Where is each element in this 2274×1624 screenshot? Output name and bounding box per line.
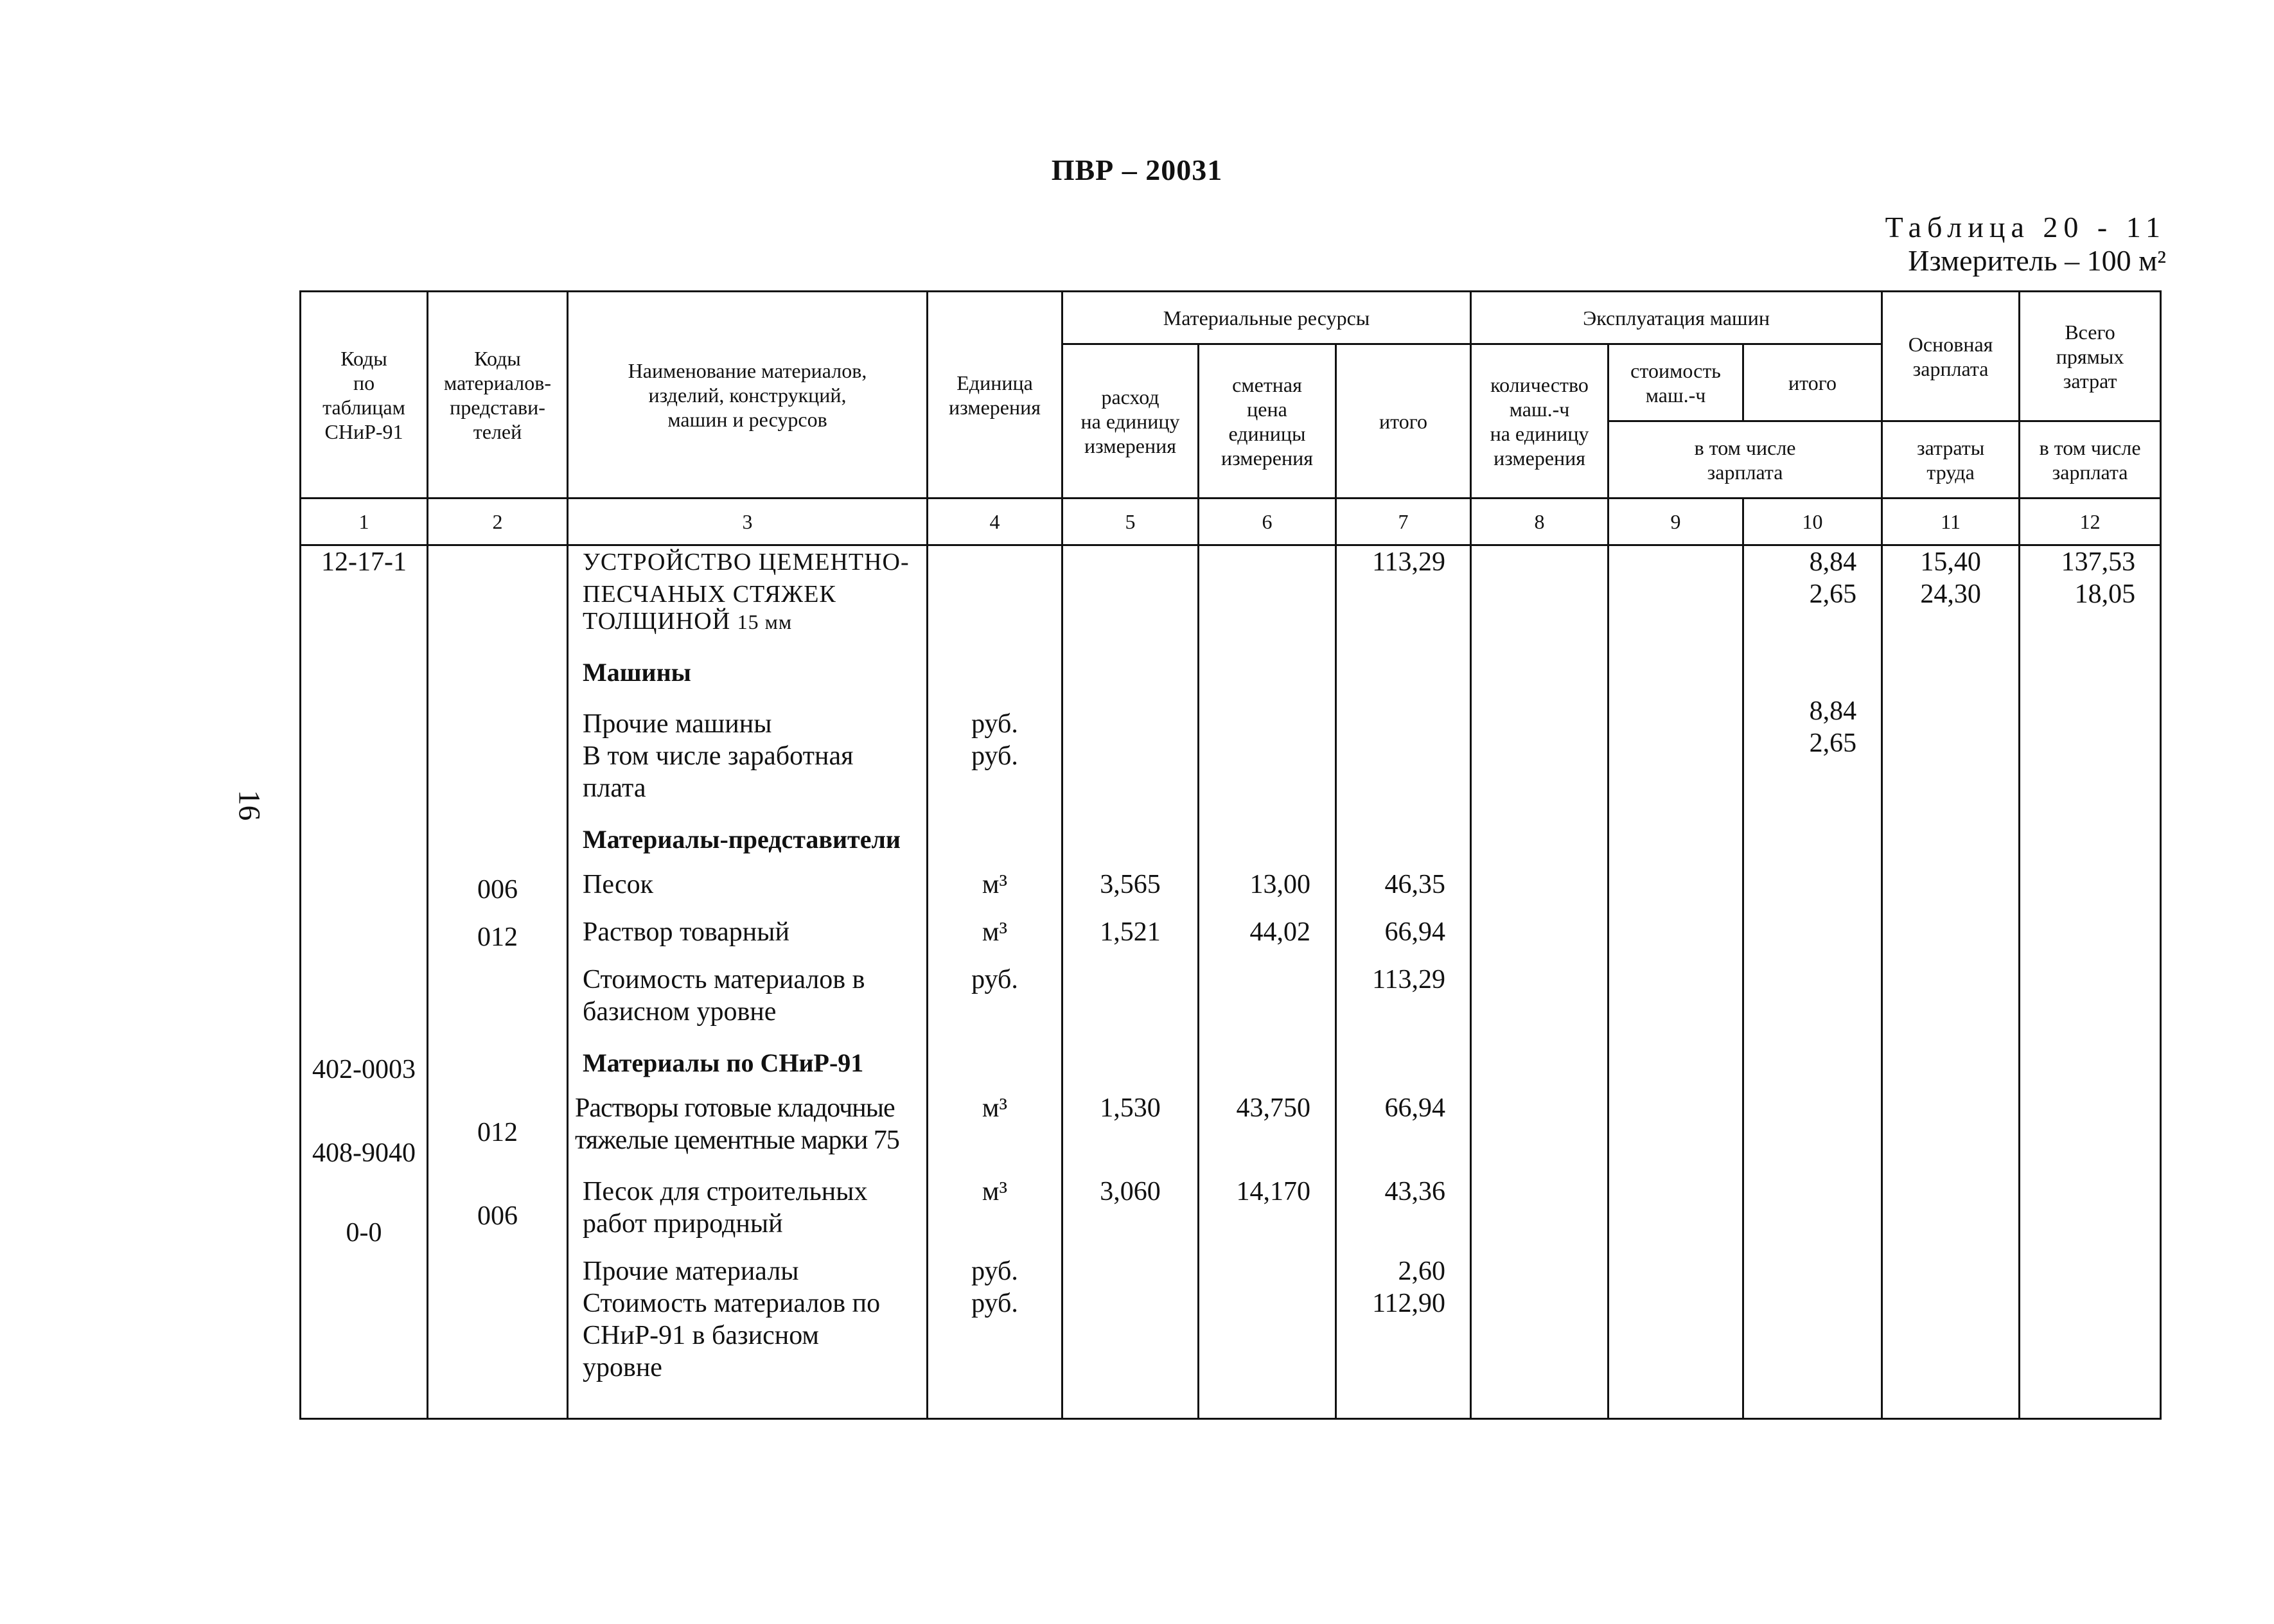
header-col9: стоимость маш.-ч: [1609, 344, 1743, 421]
final-name: уровне: [583, 1353, 662, 1382]
total: 66,94: [1384, 1093, 1446, 1123]
column-number: 1: [301, 499, 428, 545]
header-col8: количество маш.-ч на единицу измерения: [1471, 344, 1609, 499]
table-caption-number: Таблица 20 - 11: [1885, 211, 2166, 243]
machine-total: 8,84: [1809, 696, 1857, 726]
code-0-0: 0-0: [346, 1218, 382, 1248]
header-col10: итого: [1743, 344, 1882, 421]
machine-wage: 2,65: [1809, 728, 1857, 758]
snir-name: Песок для строительных: [583, 1177, 868, 1206]
section-snir: Материалы по СНиР-91: [583, 1048, 864, 1077]
snir-name: Растворы готовые кладочные: [575, 1093, 895, 1123]
header-col4: Единица измерения: [928, 292, 1062, 499]
snir-code: 006: [477, 1201, 518, 1231]
body-col-qty: [1062, 545, 1199, 1419]
body-col-labor: [1882, 545, 2020, 1419]
base-wage: 15,40: [1920, 547, 1981, 577]
code-402-0003: 402-0003: [312, 1055, 416, 1084]
unit: м³: [982, 870, 1008, 899]
header-group-materials: Материальные ресурсы: [1062, 292, 1471, 344]
body-col-total: [1336, 545, 1471, 1419]
machine-total: 8,84: [1809, 547, 1857, 577]
code-12-17-1: 12-17-1: [321, 547, 407, 577]
body-col-machine-qty: [1471, 545, 1609, 1419]
resource-table: [299, 290, 2162, 1420]
total: 112,90: [1372, 1289, 1446, 1318]
column-number: 4: [928, 499, 1062, 545]
work-title: ПЕСЧАНЫХ СТЯЖЕК: [583, 581, 836, 608]
table-body-row: [301, 545, 2161, 1419]
header-col12-sub: в том числе зарплата: [2020, 421, 2161, 499]
column-number: 11: [1882, 499, 2020, 545]
snir-code: 012: [477, 1118, 518, 1147]
column-number: 6: [1199, 499, 1336, 545]
body-col-code2: [428, 545, 568, 1419]
body-col-names: [568, 545, 928, 1419]
rep-name: Песок: [583, 870, 654, 899]
code-408-9040: 408-9040: [312, 1138, 416, 1168]
price: 43,750: [1236, 1093, 1310, 1123]
header-col11-top: Основная зарплата: [1882, 292, 2020, 421]
machines-name: В том числе заработная: [583, 741, 854, 771]
body-col-direct: [2020, 545, 2161, 1419]
column-number: 7: [1336, 499, 1471, 545]
total: 2,60: [1398, 1257, 1446, 1286]
unit: руб.: [971, 1257, 1018, 1286]
header-col7: итого: [1336, 344, 1471, 499]
section-reps: Материалы-представители: [583, 825, 901, 854]
qty: 3,060: [1100, 1177, 1161, 1206]
qty: 1,521: [1100, 917, 1161, 947]
table-caption: [1885, 211, 2166, 278]
work-title: УСТРОЙСТВО ЦЕМЕНТНО-: [583, 549, 910, 576]
final-name: СНиР-91 в базисном: [583, 1321, 819, 1350]
header-col12-top: Всего прямых затрат: [2020, 292, 2161, 421]
unit: м³: [982, 1177, 1008, 1206]
total: 43,36: [1384, 1177, 1446, 1206]
section-machines: Машины: [583, 658, 691, 687]
column-number: 9: [1609, 499, 1743, 545]
body-col-code1: [301, 545, 428, 1419]
header-col11-sub: затраты труда: [1882, 421, 2020, 499]
rep-name: Раствор товарный: [583, 917, 789, 947]
header-col1: Коды по таблицам СНиР-91: [301, 292, 428, 499]
document-title: ПВР – 20031: [1051, 154, 1223, 186]
total: 66,94: [1384, 917, 1446, 947]
body-col-price: [1199, 545, 1336, 1419]
direct-wage: 18,05: [2074, 579, 2136, 609]
unit: м³: [982, 1093, 1008, 1123]
unit: руб.: [971, 1289, 1018, 1318]
column-number: 3: [568, 499, 928, 545]
snir-name: работ природный: [583, 1209, 783, 1239]
page-number: 16: [232, 790, 267, 821]
unit: руб.: [971, 741, 1018, 771]
rep-code: 012: [477, 922, 518, 952]
qty: 1,530: [1100, 1093, 1161, 1123]
unit: м³: [982, 917, 1008, 947]
reps-cost-name: базисном уровне: [583, 997, 777, 1027]
other-name: Прочие материалы: [583, 1257, 799, 1286]
unit: руб.: [971, 709, 1018, 739]
body-col-units: [928, 545, 1062, 1419]
machine-wage: 2,65: [1809, 579, 1857, 609]
column-number-row: [301, 499, 2161, 545]
labor-hours: 24,30: [1920, 579, 1981, 609]
table-caption-measure: Измеритель – 100 м²: [1908, 244, 2166, 277]
total: 46,35: [1384, 870, 1446, 899]
price: 14,170: [1236, 1177, 1310, 1206]
direct-costs: 137,53: [2061, 547, 2136, 577]
column-number: 10: [1743, 499, 1882, 545]
final-name: Стоимость материалов по: [583, 1289, 881, 1318]
header-col5: расход на единицу измерения: [1062, 344, 1199, 499]
header-row-1: [301, 292, 2161, 344]
header-group-machines: Эксплуатация машин: [1471, 292, 1882, 344]
price: 44,02: [1249, 917, 1310, 947]
header-col3: Наименование материалов, изделий, конструкций, машин и ресурсов: [568, 292, 928, 499]
machines-name: Прочие машины: [583, 709, 772, 739]
unit: руб.: [971, 965, 1018, 994]
machines-name: плата: [583, 773, 646, 803]
price: 13,00: [1249, 870, 1310, 899]
snir-name: тяжелые цементные марки 75: [575, 1125, 899, 1155]
header-col2: Коды материалов- представи- телей: [428, 292, 568, 499]
rep-code: 006: [477, 875, 518, 905]
column-number: 2: [428, 499, 568, 545]
header-col6: сметная цена единицы измерения: [1199, 344, 1336, 499]
column-number: 12: [2020, 499, 2161, 545]
column-number: 5: [1062, 499, 1199, 545]
column-number: 8: [1471, 499, 1609, 545]
reps-cost-name: Стоимость материалов в: [583, 965, 865, 994]
qty: 3,565: [1100, 870, 1161, 899]
body-col-machine-total: [1743, 545, 1882, 1419]
work-title: ТОЛЩИНОЙ 15 мм: [583, 608, 793, 635]
body-col-machine-cost: [1609, 545, 1743, 1419]
total: 113,29: [1372, 547, 1446, 577]
total: 113,29: [1372, 965, 1446, 994]
header-col9-10-sub: в том числе зарплата: [1609, 421, 1882, 499]
